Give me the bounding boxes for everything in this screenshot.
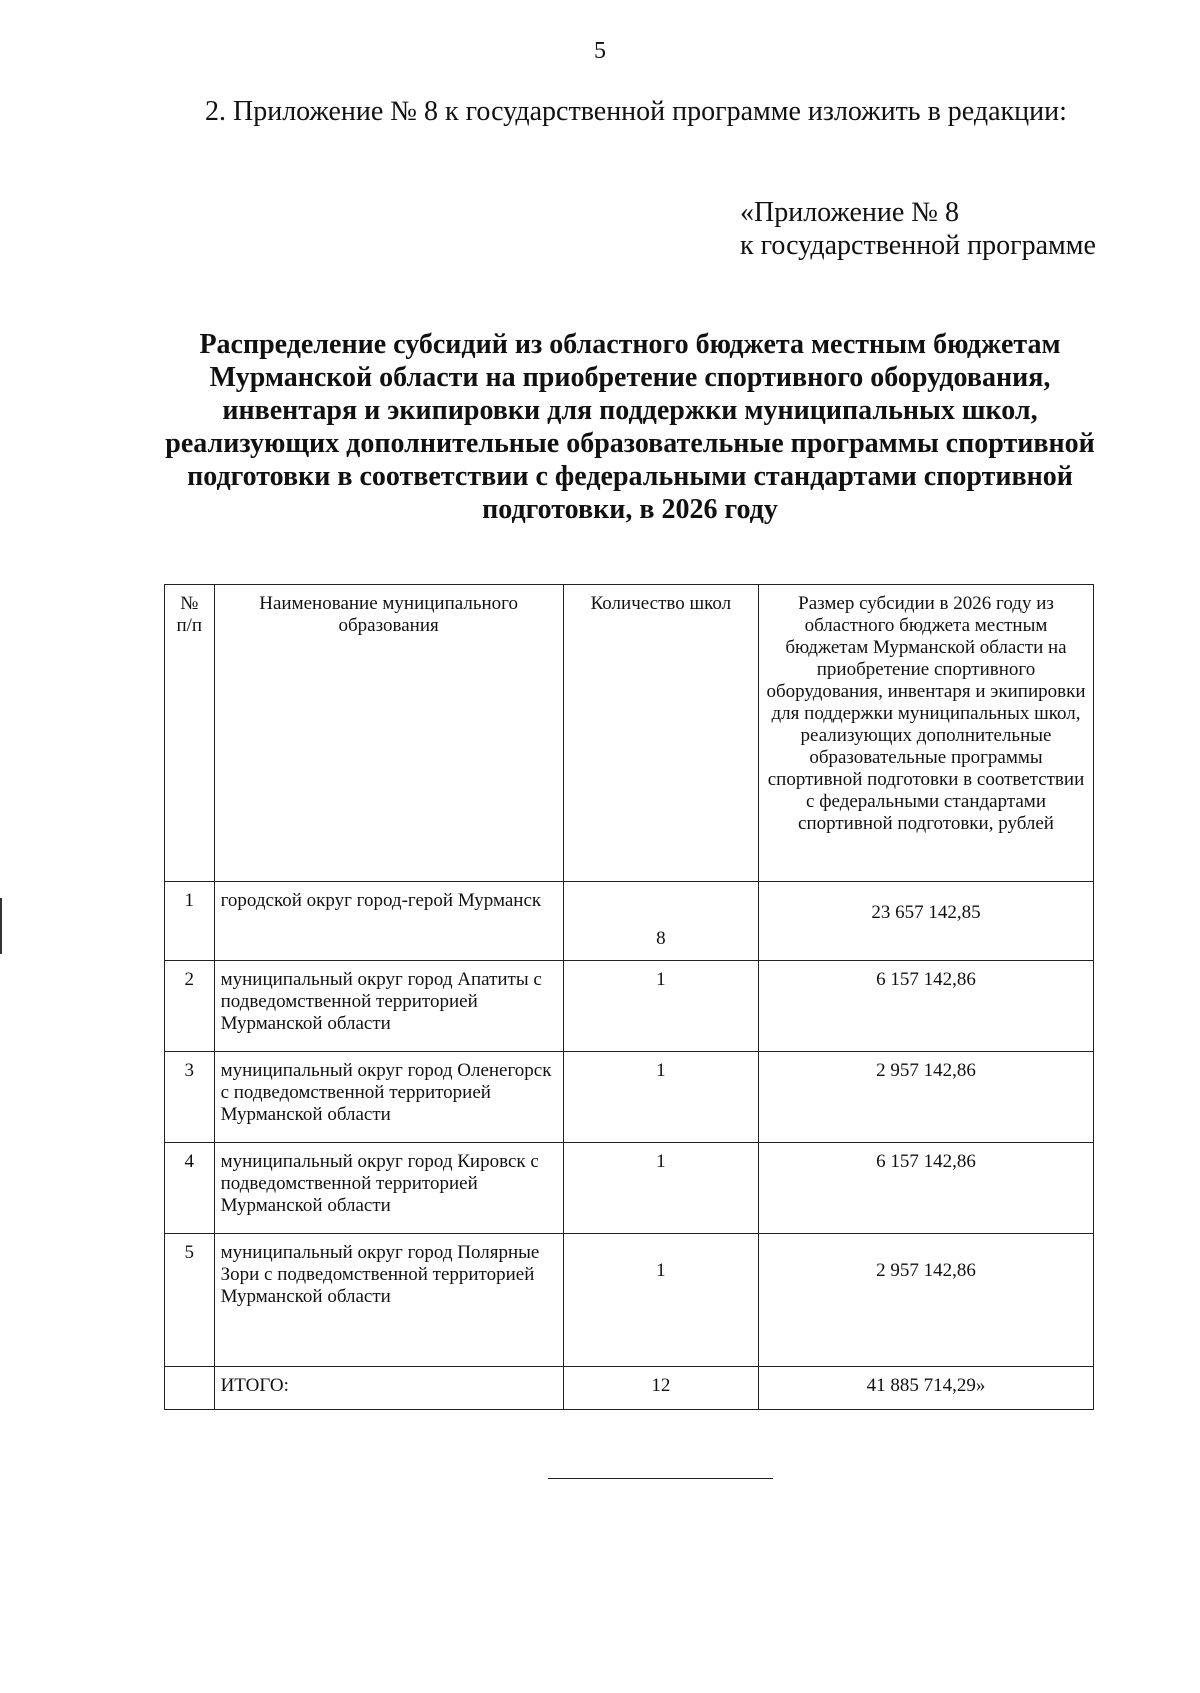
title-line: подготовки, в 2026 году <box>482 494 778 525</box>
header-count: Количество школ <box>563 585 758 882</box>
header-amount: Размер субсидии в 2026 году из областного бюджета местным бюджетам Мурманской области на приобретение спортивного оборудования, инвентаря и экипировки для поддержки муниципальных школ, реализующих дополнительные образовательные программы спортивной подготовки в соответствии с федеральными стандартами спортивной подготовки, рублей <box>759 585 1094 882</box>
subsidy-table <box>164 584 1094 1410</box>
row-name: муниципальный округ город Кировск с подведомственной территорией Мурманской области <box>214 1143 563 1234</box>
intro-paragraph: 2. Приложение № 8 к государственной программе изложить в редакции: <box>205 96 1067 127</box>
total-num-empty <box>165 1367 215 1410</box>
title-line: Мурманской области на приобретение спортивного оборудования, <box>209 362 1051 393</box>
table-header-row <box>165 585 1094 882</box>
total-label: ИТОГО: <box>214 1367 563 1410</box>
page-number: 5 <box>594 38 606 64</box>
row-amount: 2 957 142,86 <box>759 1052 1094 1143</box>
header-num: № п/п <box>165 585 215 882</box>
title-line: инвентаря и экипировки для поддержки муниципальных школ, <box>222 395 1038 426</box>
row-amount: 6 157 142,86 <box>759 961 1094 1052</box>
row-num: 1 <box>165 882 215 961</box>
row-amount: 2 957 142,86 <box>759 1234 1094 1367</box>
total-amount: 41 885 714,29» <box>759 1367 1094 1410</box>
row-count: 8 <box>563 882 758 961</box>
appendix-line-1: «Приложение № 8 <box>740 197 959 228</box>
row-count: 1 <box>563 1234 758 1367</box>
row-count: 1 <box>563 1143 758 1234</box>
row-amount: 23 657 142,85 <box>759 882 1094 961</box>
row-name: городской округ город-герой Мурманск <box>214 882 563 961</box>
binding-mark <box>0 898 2 954</box>
table-row <box>165 1143 1094 1234</box>
table-row <box>165 1234 1094 1367</box>
row-count: 1 <box>563 1052 758 1143</box>
row-num: 3 <box>165 1052 215 1143</box>
total-row <box>165 1367 1094 1410</box>
row-name: муниципальный округ город Апатиты с подведомственной территорией Мурманской области <box>214 961 563 1052</box>
title-line: реализующих дополнительные образовательные программы спортивной <box>165 428 1095 459</box>
row-num: 2 <box>165 961 215 1052</box>
row-amount: 6 157 142,86 <box>759 1143 1094 1234</box>
row-count: 1 <box>563 961 758 1052</box>
table-row <box>165 882 1094 961</box>
end-divider <box>548 1478 773 1479</box>
document-title <box>140 328 1120 526</box>
title-line: Распределение субсидий из областного бюджета местным бюджетам <box>199 329 1061 360</box>
appendix-header <box>740 196 1096 262</box>
total-count: 12 <box>563 1367 758 1410</box>
row-name: муниципальный округ город Полярные Зори с подведомственной территорией Мурманской области <box>214 1234 563 1367</box>
row-num: 4 <box>165 1143 215 1234</box>
table-row <box>165 1052 1094 1143</box>
title-line: подготовки в соответствии с федеральными стандартами спортивной <box>187 461 1073 492</box>
header-name: Наименование муниципального образования <box>214 585 563 882</box>
appendix-line-2: к государственной программе <box>740 230 1096 261</box>
table-row <box>165 961 1094 1052</box>
row-name: муниципальный округ город Оленегорск с подведомственной территорией Мурманской области <box>214 1052 563 1143</box>
row-num: 5 <box>165 1234 215 1367</box>
